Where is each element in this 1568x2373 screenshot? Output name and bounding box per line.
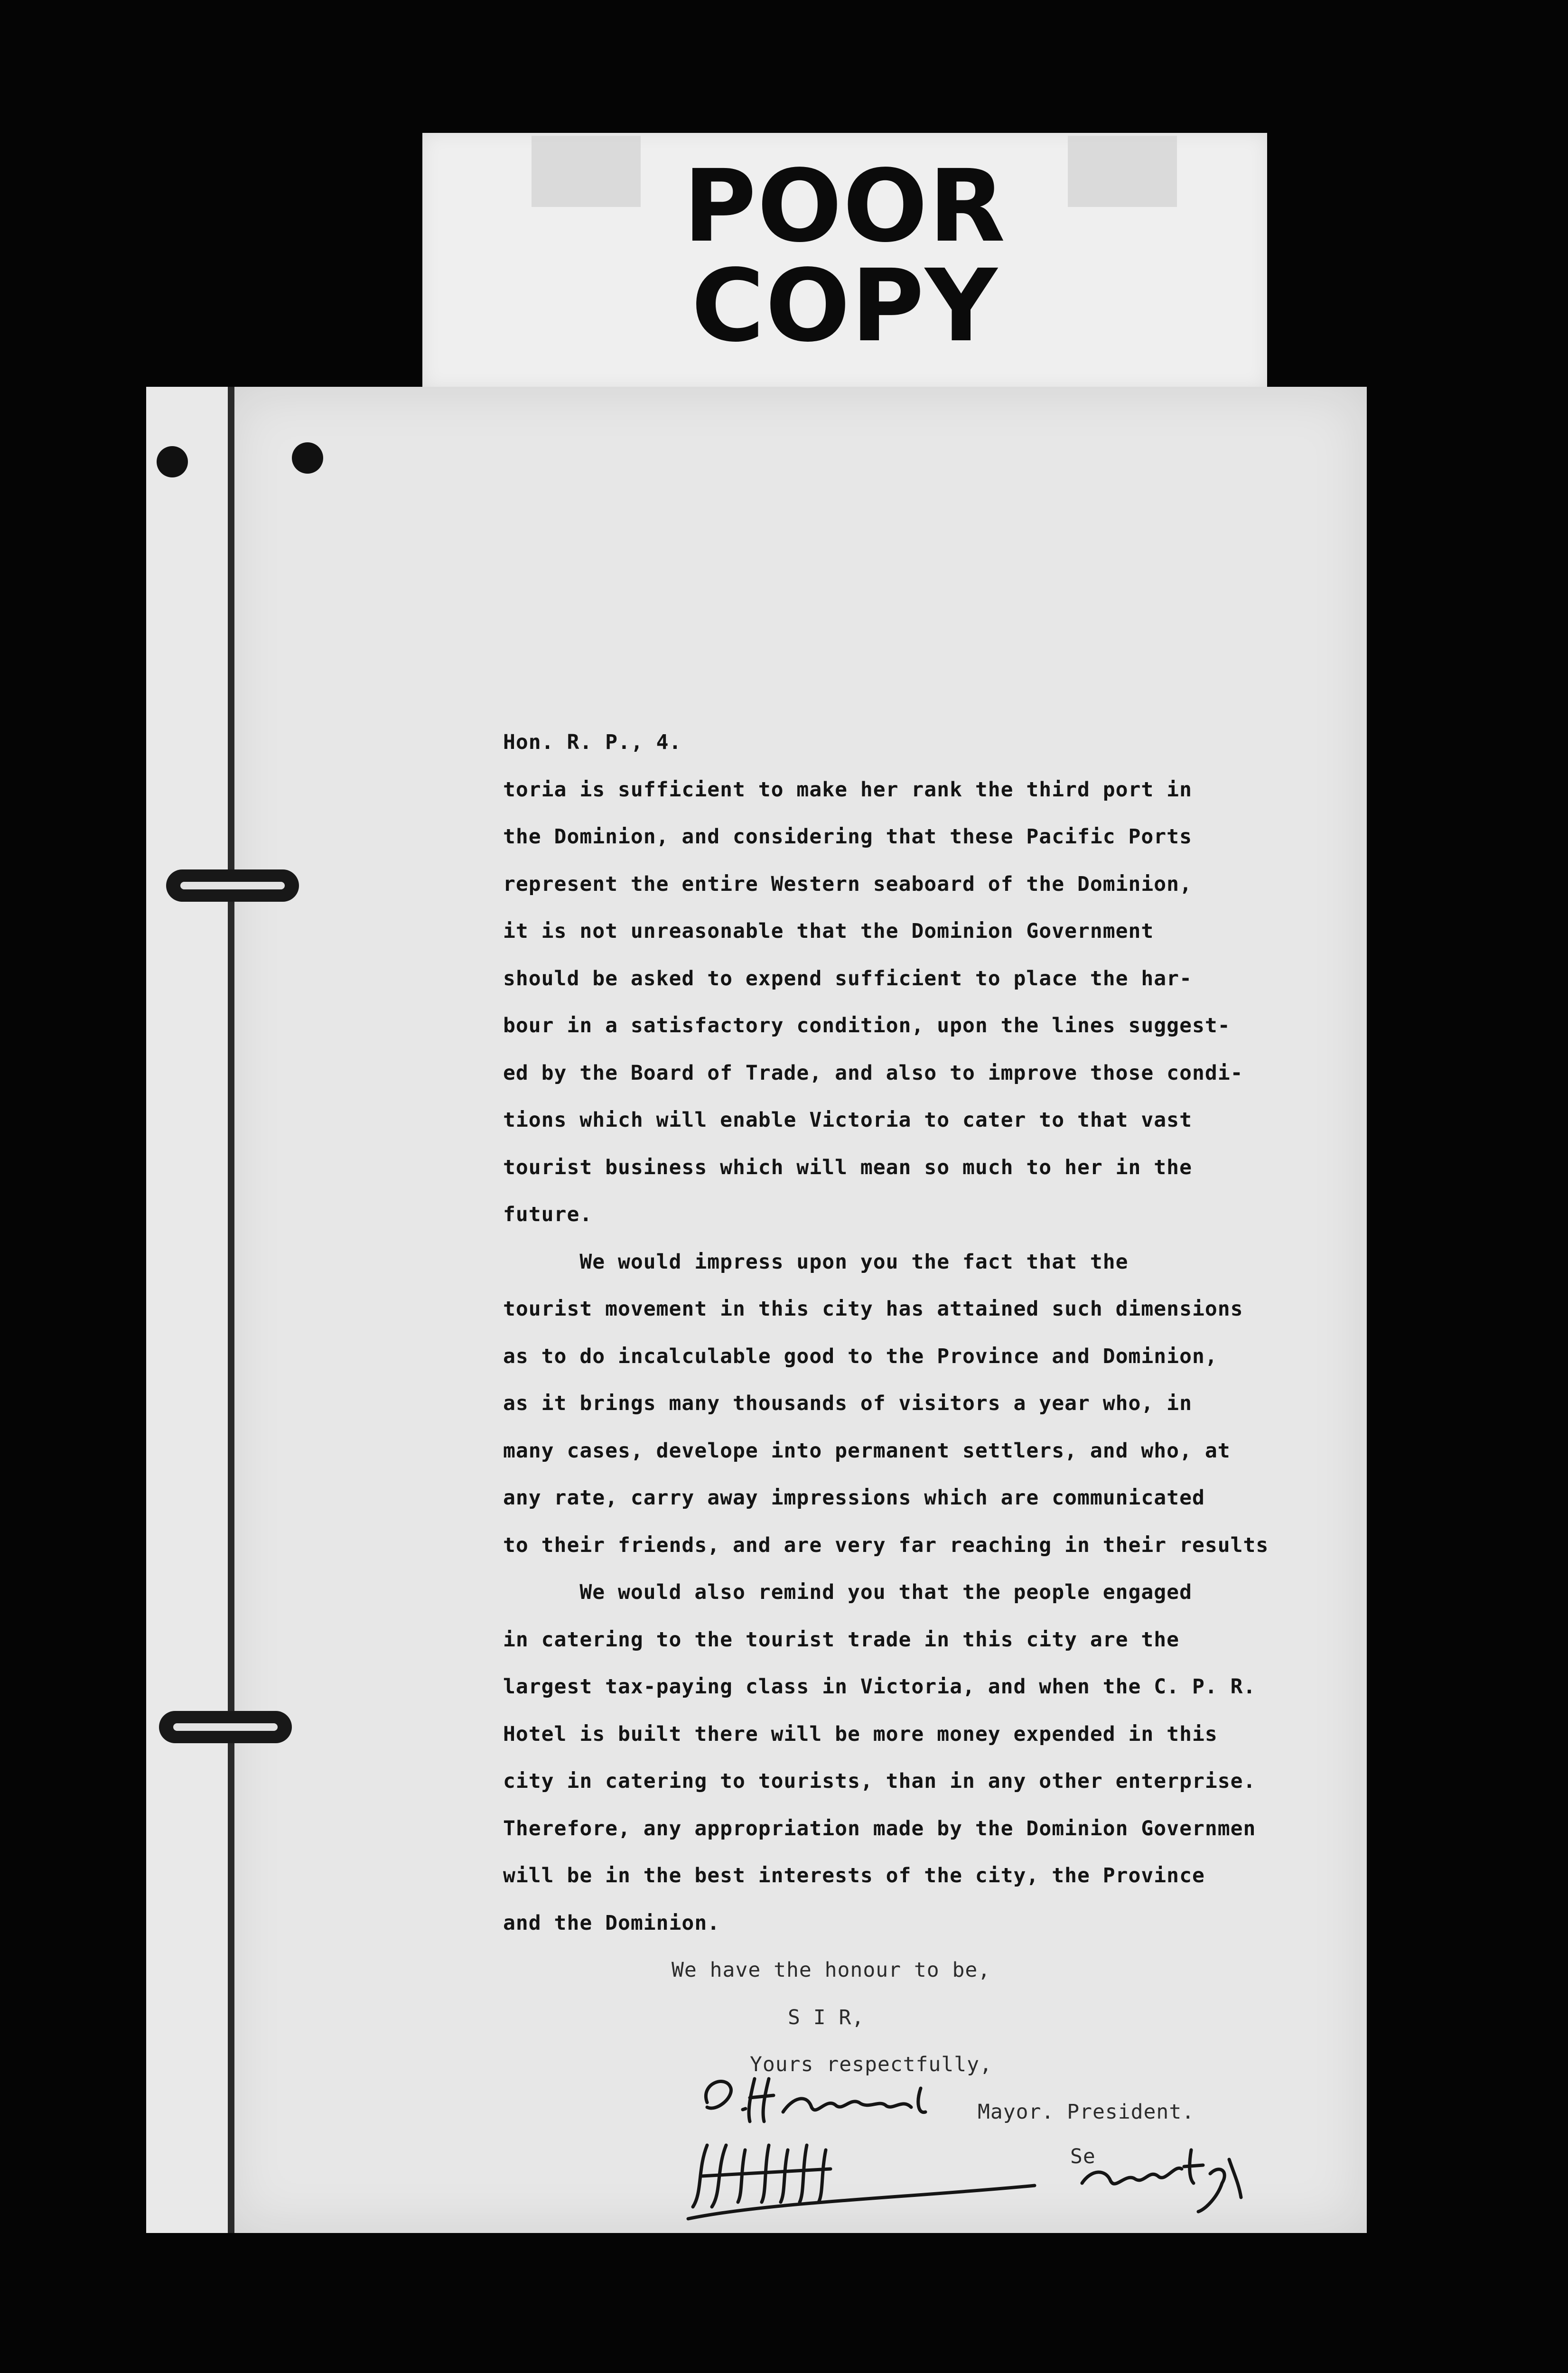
letter-line: tions which will enable Victoria to cater to that vast — [503, 1108, 1192, 1132]
binding-edge — [228, 387, 234, 2233]
poor-copy-line-1: POOR — [683, 148, 1007, 264]
secretary-signature — [674, 2131, 1101, 2226]
letter-valediction: Yours respectfully, — [750, 2053, 992, 2076]
backing-sheet — [146, 387, 241, 2233]
letter-salutation: S I R, — [788, 2005, 865, 2029]
binder-clip — [159, 1711, 292, 1743]
letter-line: any rate, carry away impressions which are communicated — [503, 1486, 1205, 1510]
letter-line: city in catering to tourists, than in any other enterprise. — [503, 1769, 1256, 1793]
poor-copy-line-2: COPY — [691, 248, 999, 364]
letter-line: the Dominion, and considering that these Pacific Ports — [503, 825, 1192, 849]
letter-closing: We have the honour to be, — [672, 1958, 991, 1982]
mayor-title: Mayor. President. — [978, 2100, 1195, 2124]
letter-body — [503, 719, 1348, 2181]
letter-line: Therefore, any appropriation made by the Dominion Governmen — [503, 1816, 1256, 1840]
punch-hole — [292, 442, 323, 474]
letter-line: as to do incalculable good to the Province and Dominion, — [503, 1344, 1218, 1368]
letter-line: tourist movement in this city has attained such dimensions — [503, 1297, 1243, 1321]
letter-line: will be in the best interests of the city, the Province — [503, 1864, 1205, 1887]
letter-line: as it brings many thousands of visitors a year who, in — [503, 1392, 1192, 1415]
letter-line: in catering to the tourist trade in this city are the — [503, 1627, 1180, 1652]
poor-copy-label — [422, 133, 1267, 389]
letter-line: tourist business which will mean so much to her in the — [503, 1155, 1192, 1179]
letter-line: toria is sufficient to make her rank the third port in — [503, 777, 1192, 802]
letter-line: We would impress upon you the fact that the — [503, 1250, 1129, 1274]
letter-line: future. — [503, 1203, 593, 1226]
mayor-signature — [698, 2069, 963, 2136]
letter-line: many cases, develope into permanent settlers, and who, at — [503, 1439, 1231, 1463]
letter-line: should be asked to expend sufficient to place the har- — [503, 966, 1192, 990]
letter-line: represent the entire Western seaboard of the Dominion, — [503, 872, 1192, 896]
secretary-prefix: Se — [1070, 2145, 1096, 2168]
letter-line: and the Dominion. — [503, 1911, 720, 1935]
letter-line: it is not unreasonable that the Dominion Government — [503, 919, 1154, 943]
letter-line: Hotel is built there will be more money expended in this — [503, 1722, 1218, 1746]
punch-hole — [157, 446, 188, 477]
secretary-handwriting — [1077, 2131, 1248, 2216]
binder-clip — [166, 869, 299, 902]
letter-line: We would also remind you that the people engaged — [503, 1580, 1192, 1604]
letter-line: largest tax-paying class in Victoria, and when the C. P. R. — [503, 1675, 1256, 1699]
letter-line: bour in a satisfactory condition, upon the lines suggest- — [503, 1014, 1231, 1037]
letter-line: ed by the Board of Trade, and also to improve those condi- — [503, 1061, 1243, 1085]
letter-line: Hon. R. P., 4. — [503, 730, 682, 754]
letter-line: to their friends, and are very far reaching in their results — [503, 1533, 1269, 1557]
